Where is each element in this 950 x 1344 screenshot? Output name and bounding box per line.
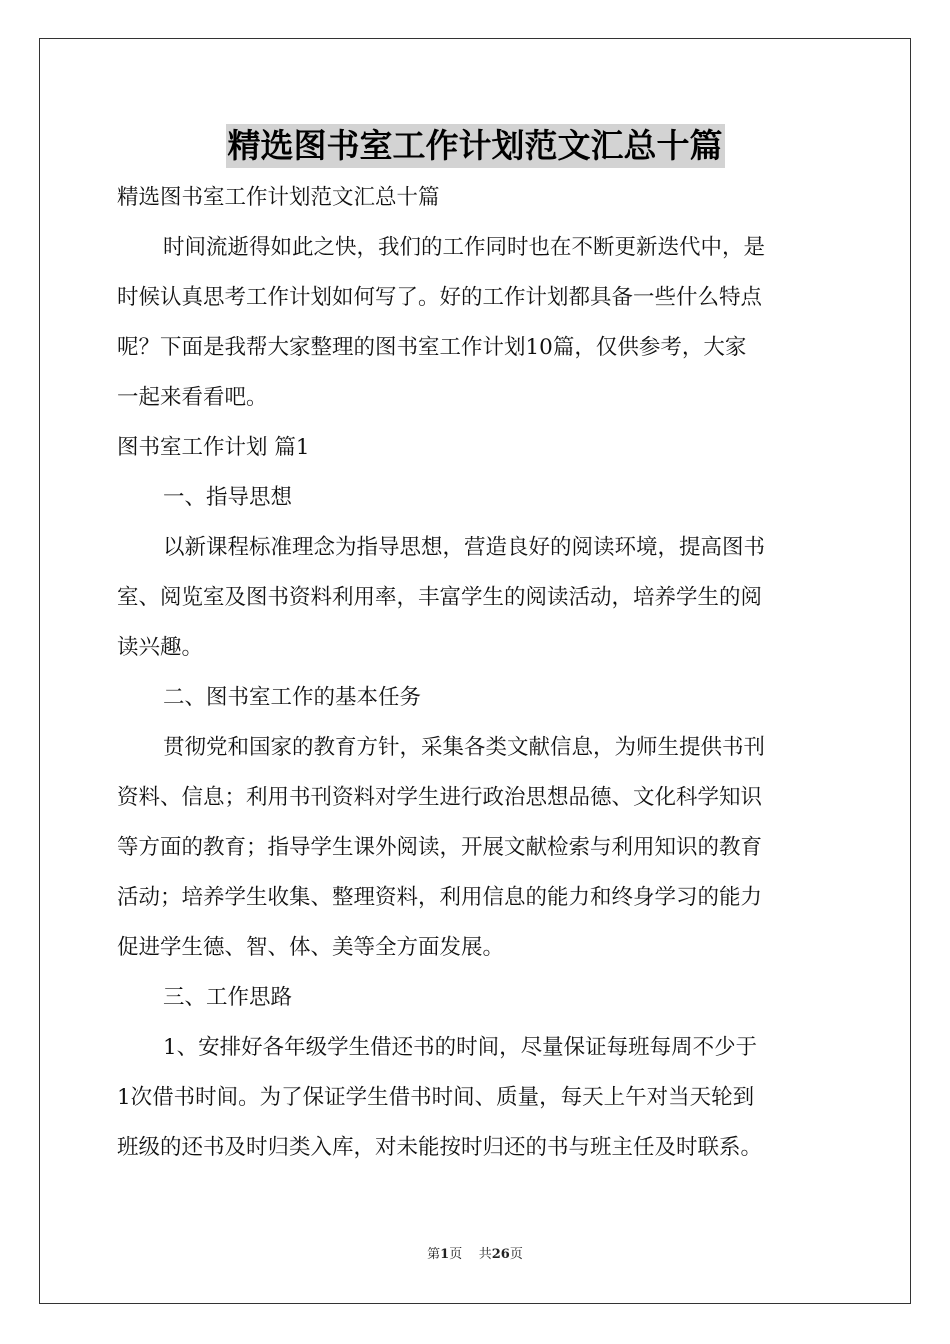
text-line: 班级的还书及时归类入库，对未能按时归还的书与班主任及时联系。 [117, 1135, 763, 1160]
text-line: 时间流逝得如此之快，我们的工作同时也在不断更新迭代中，是 [163, 235, 766, 260]
text-line: 等方面的教育；指导学生课外阅读，开展文献检索与利用知识的教育 [117, 835, 763, 860]
text-line: 1、安排好各年级学生借还书的时间，尽量保证每班每周不少于 [163, 1035, 758, 1060]
text-line: 一起来看看吧。 [117, 385, 268, 410]
text-line: 活动；培养学生收集、整理资料，利用信息的能力和终身学习的能力 [117, 885, 763, 910]
total-pages: 26 [491, 1247, 510, 1262]
page-prefix: 第 [427, 1247, 441, 1262]
text-line: 一、指导思想 [163, 485, 293, 510]
page-footer [0, 1246, 950, 1264]
text-line: 时候认真思考工作计划如何写了。好的工作计划都具备一些什么特点 [117, 285, 763, 310]
text-line: 读兴趣。 [117, 635, 204, 660]
text-line: 图书室工作计划 篇1 [117, 435, 310, 460]
text-line: 1次借书时间。为了保证学生借书时间、质量，每天上午对当天轮到 [117, 1085, 755, 1110]
title-container [0, 124, 950, 168]
document-title: 精选图书室工作计划范文汇总十篇 [226, 124, 725, 168]
document-body [117, 173, 835, 1173]
text-line: 促进学生德、智、体、美等全方面发展。 [117, 935, 505, 960]
text-line: 以新课程标准理念为指导思想，营造良好的阅读环境，提高图书 [163, 535, 766, 560]
text-line: 贯彻党和国家的教育方针，采集各类文献信息，为师生提供书刊 [163, 735, 766, 760]
text-line: 资料、信息；利用书刊资料对学生进行政治思想品德、文化科学知识 [117, 785, 763, 810]
page-suffix: 页 [449, 1247, 463, 1262]
text-line: 二、图书室工作的基本任务 [163, 685, 422, 710]
text-line: 呢？下面是我帮大家整理的图书室工作计划10篇，仅供参考，大家 [117, 335, 747, 360]
total-suffix: 页 [509, 1247, 523, 1262]
text-line: 精选图书室工作计划范文汇总十篇 [117, 185, 440, 210]
page-number: 1 [440, 1247, 450, 1262]
total-prefix: 共 [478, 1247, 492, 1262]
text-line: 三、工作思路 [163, 985, 293, 1010]
text-line: 室、阅览室及图书资料利用率，丰富学生的阅读活动，培养学生的阅 [117, 585, 763, 610]
